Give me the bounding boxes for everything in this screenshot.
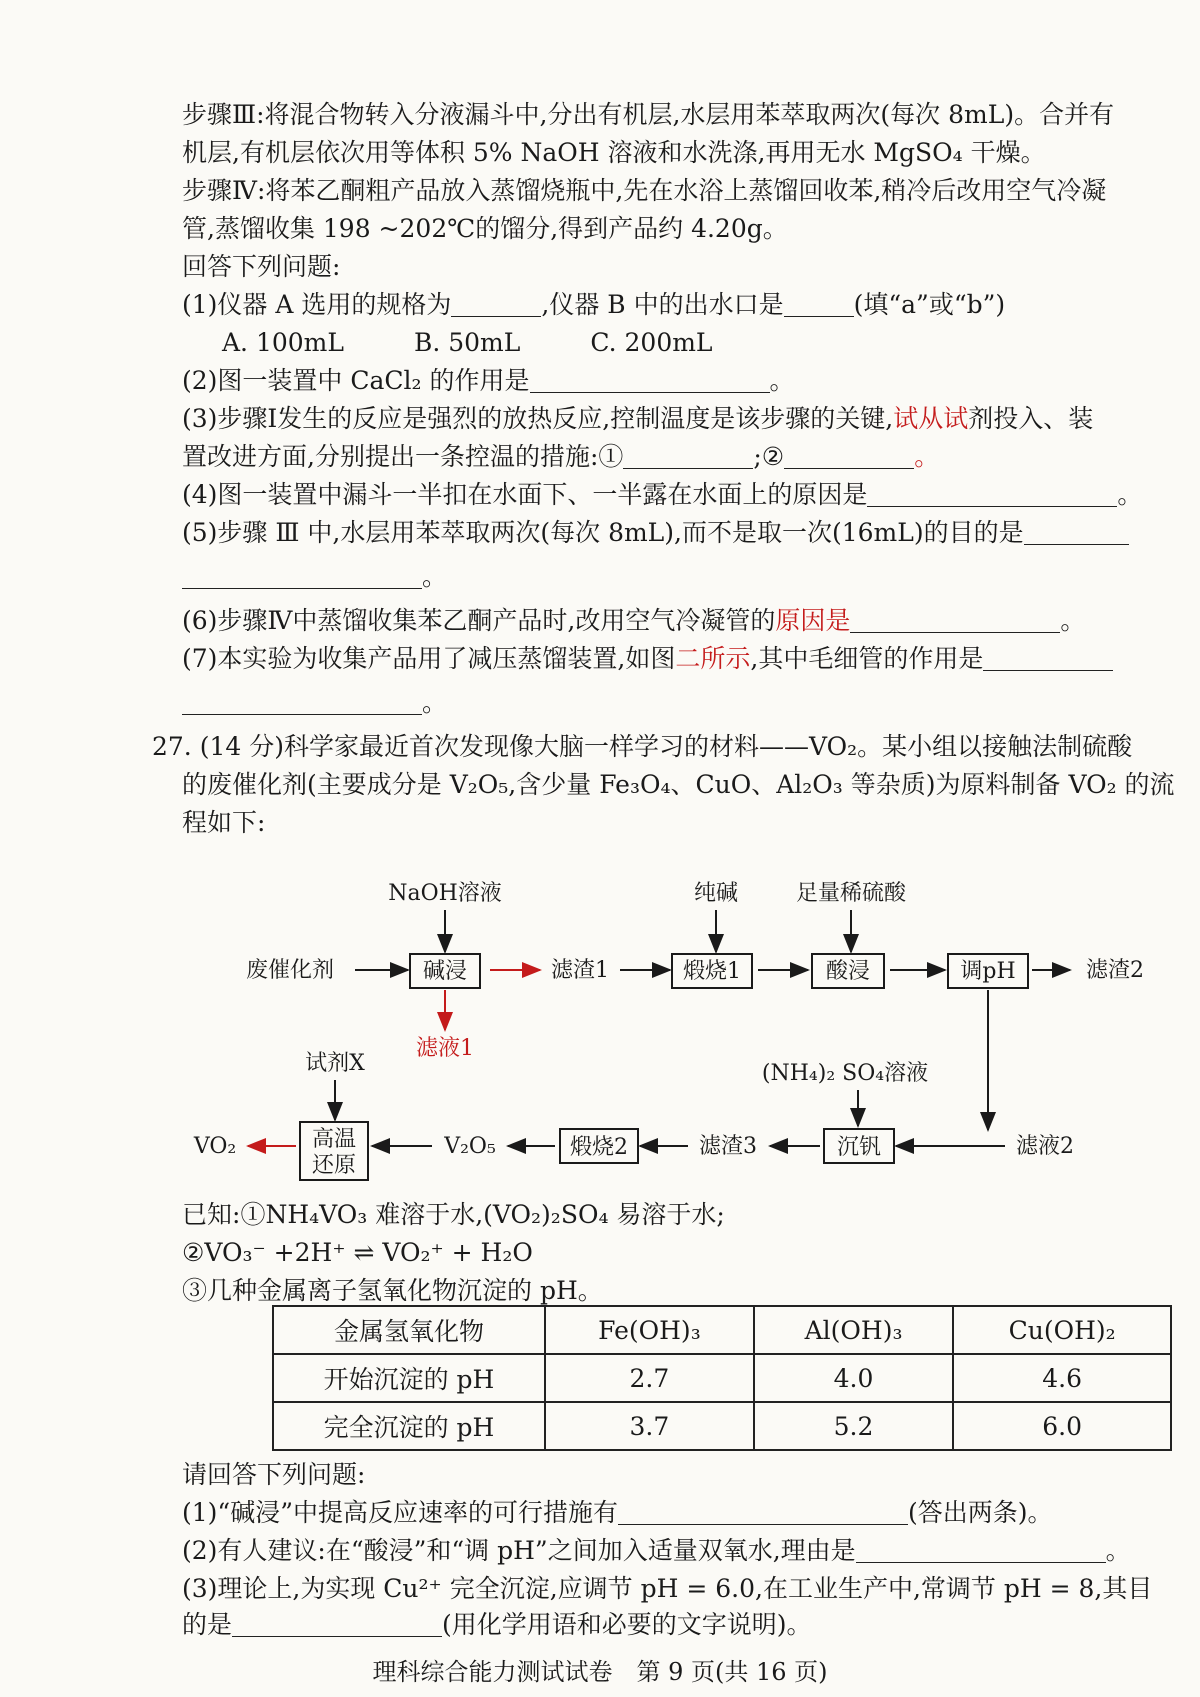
node-filtrate-1: 滤液1 xyxy=(416,1036,474,1061)
known-2: ②VO₃⁻ +2H⁺ ⇌ VO₂⁺ + H₂O xyxy=(182,1238,533,1267)
answer-prompt: 回答下列问题: xyxy=(182,252,341,281)
q27-intro-line3: 程如下: xyxy=(182,808,266,837)
table-header-cell: Cu(OH)₂ xyxy=(953,1306,1171,1354)
question-3-line1: (3)步骤Ⅰ发生的反应是强烈的放热反应,控制温度是该步骤的关键,试从试剂投入、装 xyxy=(182,404,1094,433)
node-high-temp: 高温 xyxy=(311,1127,357,1152)
answer-blank[interactable] xyxy=(867,482,1117,507)
option-a: A. 100mL xyxy=(222,328,344,357)
q27-question-3: (3)理论上,为实现 Cu²⁺ 完全沉淀,应调节 pH = 6.0,在工业生产中,常调节 pH = 8,其目 xyxy=(182,1574,1153,1603)
question-5-cont: 。 xyxy=(182,560,447,594)
step3-line1: 步骤Ⅲ:将混合物转入分液漏斗中,分出有机层,水层用苯萃取两次(每次 8mL)。合并有 xyxy=(182,100,1115,129)
question-1-options xyxy=(222,326,783,360)
question-2: (2)图一装置中 CaCl₂ 的作用是 。 xyxy=(182,366,795,395)
table-cell: 2.7 xyxy=(545,1354,754,1402)
q27-question-1: (1)“碱浸”中提高反应速率的可行措施有 (答出两条)。 xyxy=(182,1498,1053,1527)
node-v2o5: V₂O₅ xyxy=(444,1134,496,1159)
question-5: (5)步骤 Ⅲ 中,水层用苯萃取两次(每次 8mL),而不是取一次(16mL)的目的是 xyxy=(182,516,1129,550)
answer-blank[interactable] xyxy=(451,292,541,317)
answer-blank[interactable] xyxy=(618,1500,908,1525)
node-residue-3: 滤渣3 xyxy=(699,1134,757,1159)
answer-blank[interactable] xyxy=(530,368,770,393)
answer-blank[interactable] xyxy=(182,690,422,715)
q27-intro-line1: 27. (14 分)科学家最近首次发现像大脑一样学习的材料——VO₂。某小组以接触法制硫酸 xyxy=(152,732,1133,761)
q27-ask: 请回答下列问题: xyxy=(182,1460,366,1489)
table-cell: 5.2 xyxy=(754,1402,953,1450)
step4-line1: 步骤Ⅳ:将苯乙酮粗产品放入蒸馏烧瓶中,先在水浴上蒸馏回收苯,稍冷后改用空气冷凝 xyxy=(182,176,1107,205)
answer-blank[interactable] xyxy=(784,444,914,469)
known-3: ③几种金属离子氢氧化物沉淀的 pH。 xyxy=(182,1276,603,1305)
node-filtrate-2: 滤液2 xyxy=(1016,1134,1074,1159)
node-residue-2: 滤渣2 xyxy=(1086,958,1144,983)
page-footer: 理科综合能力测试试卷 第 9 页(共 16 页) xyxy=(372,1658,828,1686)
table-header-row xyxy=(273,1306,1171,1354)
table-header-cell: Al(OH)₃ xyxy=(754,1306,953,1354)
node-vo2-product: VO₂ xyxy=(193,1134,237,1159)
process-flow-diagram xyxy=(0,850,1200,1190)
step4-line2: 管,蒸馏收集 198 ~202℃的馏分,得到产品约 4.20g。 xyxy=(182,214,788,243)
answer-blank[interactable] xyxy=(856,1538,1106,1563)
table-row xyxy=(273,1354,1171,1402)
q27-question-3-cont: 的是 (用化学用语和必要的文字说明)。 xyxy=(182,1610,812,1639)
node-acid-leach: 酸浸 xyxy=(825,959,871,984)
option-b: B. 50mL xyxy=(413,328,521,357)
table-cell: 4.6 xyxy=(953,1354,1171,1402)
reagent-soda: 纯碱 xyxy=(693,881,739,906)
question-4: (4)图一装置中漏斗一半扣在水面下、一半露在水面上的原因是 。 xyxy=(182,480,1143,509)
table-cell: 6.0 xyxy=(953,1402,1171,1450)
node-calcine-2: 煅烧2 xyxy=(570,1135,628,1160)
option-c: C. 200mL xyxy=(590,328,713,357)
reagent-acid: 足量稀硫酸 xyxy=(795,881,907,906)
node-residue-1: 滤渣1 xyxy=(551,958,609,983)
table-cell: 开始沉淀的 pH xyxy=(273,1354,545,1402)
table-cell: 完全沉淀的 pH xyxy=(273,1402,545,1450)
q27-intro-line2: 的废催化剂(主要成分是 V₂O₅,含少量 Fe₃O₄、CuO、Al₂O₃ 等杂质)为原料制备 VO₂ 的流 xyxy=(182,770,1175,799)
node-vanadium-precipitation: 沉钒 xyxy=(836,1135,882,1160)
hydroxide-ph-table xyxy=(272,1305,1172,1451)
answer-blank[interactable] xyxy=(850,608,1060,633)
answer-blank[interactable] xyxy=(623,444,753,469)
step3-line2: 机层,有机层依次用等体积 5% NaOH 溶液和水洗涤,再用无水 MgSO₄ 干燥。 xyxy=(182,138,1046,167)
table-header-cell: 金属氢氧化物 xyxy=(273,1306,545,1354)
known-1: 已知:①NH₄VO₃ 难溶于水,(VO₂)₂SO₄ 易溶于水; xyxy=(182,1200,725,1229)
question-6: (6)步骤Ⅳ中蒸馏收集苯乙酮产品时,改用空气冷凝管的原因是 。 xyxy=(182,606,1086,635)
q27-question-2: (2)有人建议:在“酸浸”和“调 pH”之间加入适量双氧水,理由是 。 xyxy=(182,1536,1131,1565)
table-header-cell: Fe(OH)₃ xyxy=(545,1306,754,1354)
answer-blank[interactable] xyxy=(232,1612,442,1637)
question-3-line2: 置改进方面,分别提出一条控温的措施:① ;② 。 xyxy=(182,442,940,471)
answer-blank[interactable] xyxy=(983,646,1113,671)
node-reduction: 还原 xyxy=(311,1153,357,1178)
node-adjust-ph: 调pH xyxy=(960,959,1016,984)
node-alkali-leach: 碱浸 xyxy=(422,959,468,984)
question-1: (1)仪器 A 选用的规格为 ,仪器 B 中的出水口是 (填“a”或“b”) xyxy=(182,290,1006,319)
reagent-x: 试剂X xyxy=(305,1051,365,1076)
table-row xyxy=(273,1402,1171,1450)
question-7: (7)本实验为收集产品用了减压蒸馏装置,如图二所示,其中毛细管的作用是 xyxy=(182,642,1113,676)
table-cell: 4.0 xyxy=(754,1354,953,1402)
node-feed: 废催化剂 xyxy=(245,958,335,983)
answer-blank[interactable] xyxy=(1024,520,1129,545)
node-calcine-1: 煅烧1 xyxy=(683,959,741,984)
question-7-cont: 。 xyxy=(182,686,447,720)
answer-blank[interactable] xyxy=(784,292,854,317)
answer-blank[interactable] xyxy=(182,564,422,589)
reagent-ammonium-sulfate: (NH₄)₂ SO₄溶液 xyxy=(761,1061,929,1086)
table-cell: 3.7 xyxy=(545,1402,754,1450)
reagent-naoh: NaOH溶液 xyxy=(388,881,502,906)
